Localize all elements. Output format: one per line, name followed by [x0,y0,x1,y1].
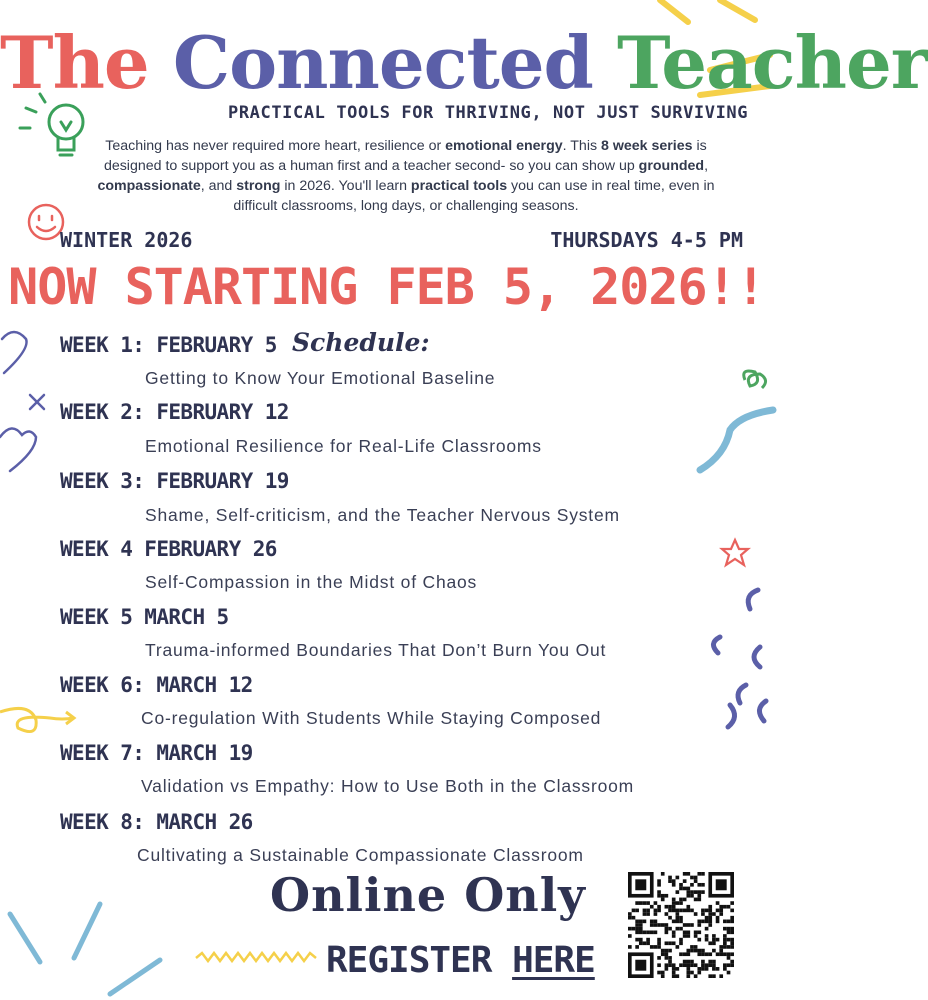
intro-text: . This [562,138,602,154]
heart-icon [0,325,40,485]
week-topic: Trauma-informed Boundaries That Don’t Burn You Out [145,640,607,660]
register-prefix: REGISTER [326,940,513,981]
week-label: WEEK 3: FEBRUARY 19 [60,469,289,493]
title-word-teacher: Teacher [616,20,928,105]
intro-emphasis: practical tools [410,178,508,194]
confetti-arcs-decoration [700,585,773,745]
intro-text: in 2026. You'll learn [280,178,411,194]
week-topic: Self-Compassion in the Midst of Chaos [145,572,478,592]
week-topic: Getting to Know Your Emotional Baseline [145,368,496,388]
start-date-banner: NOW STARTING FEB 5, 2026!! [8,258,765,316]
week-label: WEEK 5 MARCH 5 [60,605,229,629]
intro-paragraph [76,136,736,216]
subtitle: PRACTICAL TOOLS FOR THRIVING, NOT JUST SURVIVING [228,103,749,123]
register-line [326,940,595,981]
qr-code-icon[interactable] [628,872,734,978]
week-label: WEEK 8: MARCH 26 [60,810,253,834]
week-label: WEEK 6: MARCH 12 [60,673,253,697]
time-label: THURSDAYS 4-5 PM [550,228,743,252]
season-label: WINTER 2026 [60,228,193,252]
week-topic: Co-regulation With Students While Staying Composed [141,708,602,728]
yellow-zigzag-decoration [196,950,316,964]
schedule-heading: Schedule: [292,328,430,357]
intro-text: Teaching has never required more heart, resilience or [105,138,446,154]
intro-text: , and [200,178,237,194]
intro-emphasis: compassionate [97,178,201,194]
intro-emphasis: grounded [638,158,705,174]
intro-text: is designed to support you as a human first and a teacher second- so you can show up [103,138,707,174]
week-topic: Shame, Self-criticism, and the Teacher Nervous System [145,505,620,525]
week-topic: Validation vs Empathy: How to Use Both in the Classroom [141,776,635,796]
intro-emphasis: strong [236,178,281,194]
title-word-connected: Connected [172,20,593,105]
week-label: WEEK 4 FEBRUARY 26 [60,537,277,561]
intro-text: you can use in real time, even in difficult classrooms, long days, or challenging seasons. [233,178,715,214]
squiggle-decoration [700,360,773,480]
intro-emphasis: 8 week series [601,138,693,154]
online-only-label: Online Only [270,868,586,922]
title-word-the: The [0,20,149,105]
star-icon [720,538,750,568]
register-here-link[interactable]: HERE [512,940,595,981]
page-title [0,18,928,108]
week-label: WEEK 7: MARCH 19 [60,741,253,765]
week-label: WEEK 1: FEBRUARY 5 [60,333,277,357]
intro-text: , [704,158,709,174]
intro-emphasis: emotional energy [445,138,563,154]
blue-strokes-decoration [0,900,170,1000]
week-topic: Cultivating a Sustainable Compassionate Classroom [137,845,584,865]
week-topic: Emotional Resilience for Real-Life Classrooms [145,436,542,456]
week-label: WEEK 2: FEBRUARY 12 [60,400,289,424]
